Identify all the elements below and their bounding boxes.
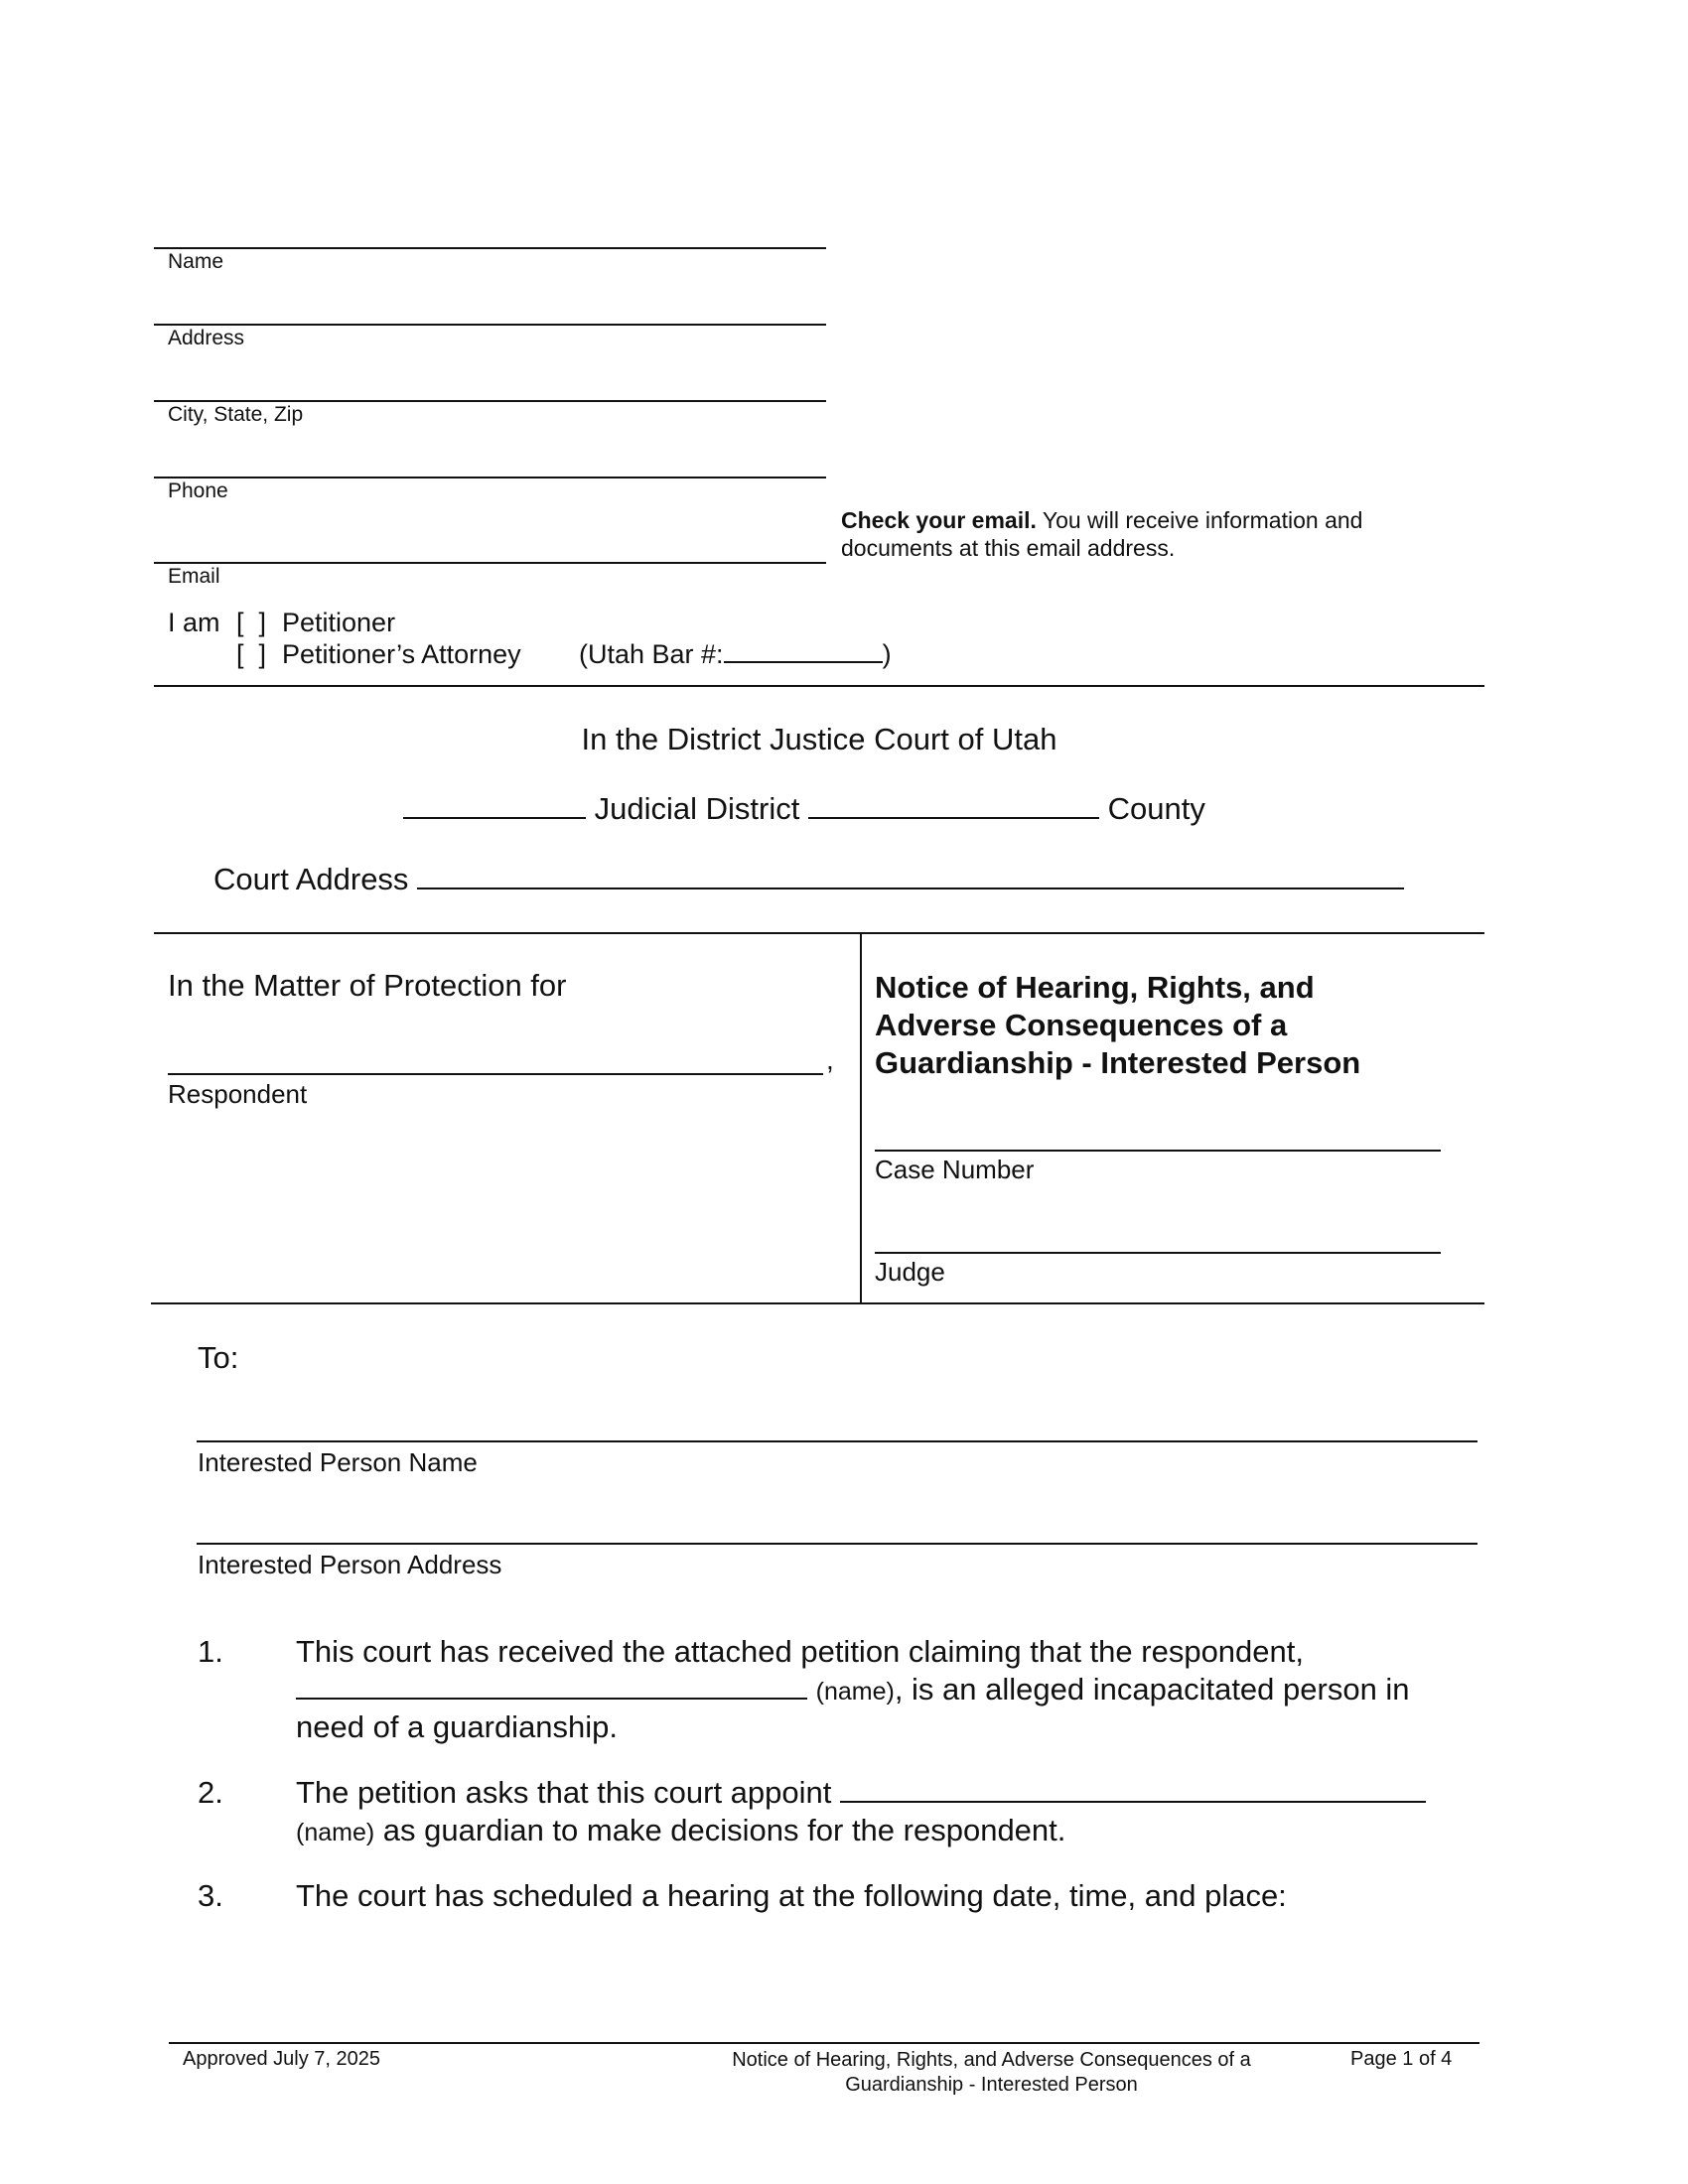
item-3-number: 3. xyxy=(198,1878,223,1913)
county-blank[interactable] xyxy=(808,793,1099,819)
court-address-blank[interactable] xyxy=(417,864,1404,889)
name-line[interactable] xyxy=(154,247,826,249)
phone-line[interactable] xyxy=(154,477,826,478)
to-label: To: xyxy=(198,1340,239,1375)
respondent-label: Respondent xyxy=(168,1079,308,1109)
caption-top-border xyxy=(154,932,1484,934)
court-address-label: Court Address xyxy=(213,862,409,896)
caption-bottom-border xyxy=(151,1302,1484,1304)
name-label: Name xyxy=(168,250,224,273)
attorney-label: Petitioner’s Attorney xyxy=(282,639,521,669)
item-1-line-2 xyxy=(296,1672,1410,1707)
judicial-district-blank[interactable] xyxy=(403,793,586,819)
address-line[interactable] xyxy=(154,324,826,326)
district-county-line xyxy=(403,791,1205,827)
respondent-line[interactable] xyxy=(168,1073,823,1075)
interested-person-name-line[interactable] xyxy=(197,1440,1477,1442)
item-1-line-3: need of a guardianship. xyxy=(296,1709,619,1744)
county-label: County xyxy=(1107,791,1205,826)
bar-number-blank[interactable] xyxy=(724,639,883,663)
email-line[interactable] xyxy=(154,562,826,564)
email-note xyxy=(841,506,1362,562)
bar-prefix: (Utah Bar #: xyxy=(579,639,724,669)
court-address-line xyxy=(213,862,1404,897)
city-state-zip-label: City, State, Zip xyxy=(168,403,304,426)
address-label: Address xyxy=(168,327,245,349)
city-state-zip-line[interactable] xyxy=(154,400,826,402)
document-title-line-1: Notice of Hearing, Rights, and xyxy=(875,970,1315,1005)
item-1-line-2-rest: , is an alleged incapacitated person in xyxy=(894,1672,1410,1706)
footer-title-line-1: Notice of Hearing, Rights, and Adverse Consequences of a xyxy=(732,2049,1251,2071)
interested-person-name-label: Interested Person Name xyxy=(198,1447,478,1477)
item-2-guardian-name-blank[interactable] xyxy=(840,1777,1426,1803)
phone-label: Phone xyxy=(168,479,228,502)
item-1-name-hint: (name) xyxy=(815,1678,895,1706)
item-2-line-2-rest: as guardian to make decisions for the respondent. xyxy=(374,1813,1066,1847)
petitioner-checkbox[interactable]: [ ] xyxy=(236,608,267,637)
document-title xyxy=(875,969,1360,1082)
case-number-line[interactable] xyxy=(875,1150,1441,1152)
email-note-bold: Check your email. xyxy=(841,507,1037,533)
email-note-rest: You will receive information and xyxy=(1036,507,1363,533)
i-am-label: I am xyxy=(168,608,220,637)
item-2-line-1-text: The petition asks that this court appoint xyxy=(296,1775,832,1810)
caption-divider xyxy=(860,932,862,1302)
interested-person-address-label: Interested Person Address xyxy=(198,1550,502,1579)
item-3-line-1: The court has scheduled a hearing at the following date, time, and place: xyxy=(296,1878,1287,1913)
court-title: In the District Justice Court of Utah xyxy=(581,722,1057,756)
item-1-line-1: This court has received the attached petition claiming that the respondent, xyxy=(296,1634,1304,1669)
footer-approved: Approved July 7, 2025 xyxy=(183,2048,381,2070)
item-2-line-2 xyxy=(296,1813,1065,1848)
document-title-line-3: Guardianship - Interested Person xyxy=(875,1045,1361,1080)
email-label: Email xyxy=(168,565,220,588)
footer-title-line-2: Guardianship - Interested Person xyxy=(845,2074,1138,2096)
header-divider xyxy=(154,685,1484,687)
utah-bar-number xyxy=(579,639,892,670)
item-2-number: 2. xyxy=(198,1775,223,1810)
interested-person-address-line[interactable] xyxy=(197,1543,1477,1545)
item-1-number: 1. xyxy=(198,1634,223,1669)
judge-line[interactable] xyxy=(875,1252,1441,1254)
respondent-comma: , xyxy=(826,1044,834,1075)
item-1-respondent-name-blank[interactable] xyxy=(296,1674,807,1700)
judge-label: Judge xyxy=(875,1257,945,1287)
matter-label: In the Matter of Protection for xyxy=(168,968,567,1003)
item-2-line-1 xyxy=(296,1775,1426,1811)
bar-suffix: ) xyxy=(882,639,892,669)
attorney-checkbox[interactable]: [ ] xyxy=(236,639,267,669)
email-note-line2: documents at this email address. xyxy=(841,535,1176,561)
petitioner-label: Petitioner xyxy=(282,608,396,637)
footer-page-number: Page 1 of 4 xyxy=(1350,2048,1453,2070)
footer-rule xyxy=(169,2042,1479,2044)
judicial-district-label: Judicial District xyxy=(594,791,800,826)
case-number-label: Case Number xyxy=(875,1155,1035,1184)
document-title-line-2: Adverse Consequences of a xyxy=(875,1008,1288,1042)
item-2-name-hint: (name) xyxy=(296,1819,375,1846)
